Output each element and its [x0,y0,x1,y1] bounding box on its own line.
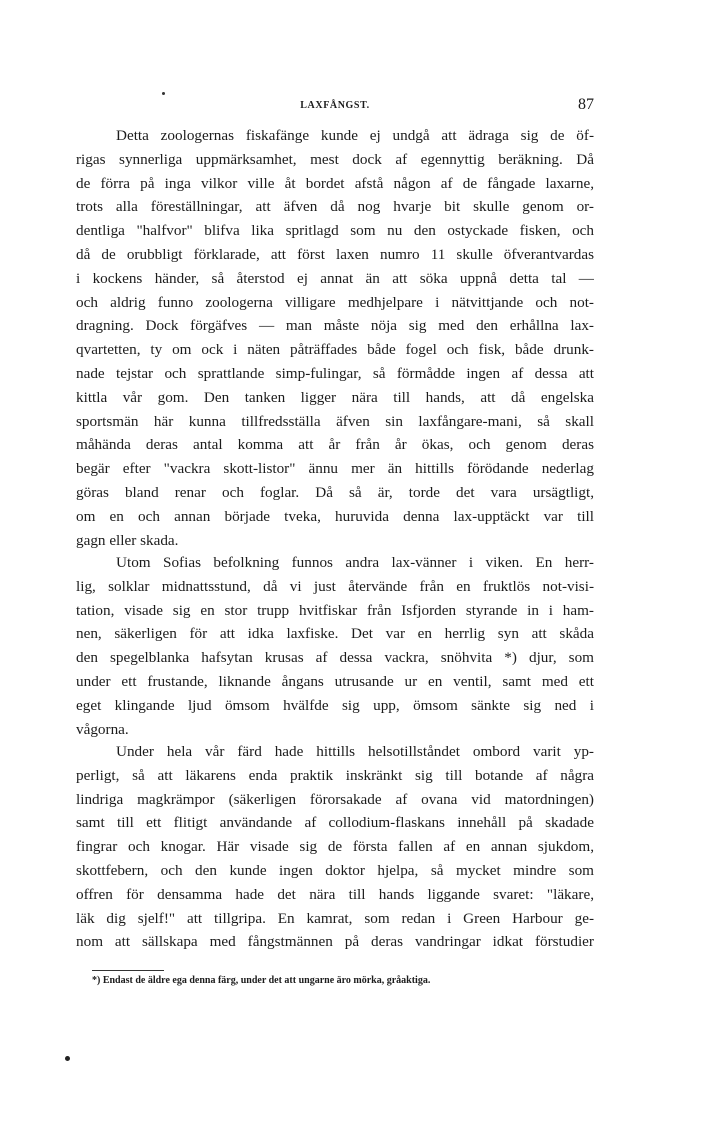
text-line: nade tejstar och sprattlande simp-fulingar, så förmådde ingen af dessa att [76,364,594,382]
page-number: 87 [578,96,594,113]
footnote: *) Endast de äldre ega denna färg, under det att ungarne äro mörka, gråaktiga. [92,975,431,986]
text-line: den spegelblanka hafsytan krusas af dessa vackra, snöhvita *) djur, som [76,649,594,667]
text-line: i kockens händer, så återstod ej annat än att söka uppnå detta tal — [76,269,594,287]
paragraph-2 [76,551,594,741]
text-line: dentliga "halfvor" blifva lika spritlagd som nu den ostyckade fisken, och [76,222,594,240]
paragraph-3 [76,740,594,954]
text-line: samt till ett flitigt användande af collodium-flaskans innehåll på skadade [76,814,594,832]
text-line: nen, säkerligen för att idka laxfiske. Det var en herrlig syn att skåda [76,625,594,643]
text-line: fingrar och knogar. Här visade sig de första fallen af en annan sjukdom, [76,838,594,856]
text-line: rigas synnerliga uppmärksamhet, mest dock af egennyttig beräkning. Då [76,150,594,168]
text-line: göras bland renar och foglar. Då så är, torde det vara ursägtligt, [76,483,594,501]
text-line: Detta zoologernas fiskafänge kunde ej undgå att ädraga sig de öf- [116,127,594,144]
text-line: under ett frustande, liknande ångans utrusande ur en ventil, samt med ett [76,672,594,690]
text-line: lindriga magkrämpor (säkerligen förorsakade af ovana vid matordningen) [76,790,594,808]
text-line: offren för densamma hade det nära till hands liggande svaret: "läkare, [76,885,594,903]
text-line: skottfebern, och den kunde ingen doktor hjelpa, så mycket mindre som [76,861,594,879]
paragraph-1 [76,124,594,552]
text-line: trots alla föreställningar, att äfven då nog hvarje bit skulle genom or- [76,198,594,216]
footnote-rule [92,970,164,971]
text-line: sportsmän här kunna tillfredsställa äfven sin laxfångare-mani, så skall [76,412,594,430]
text-line: Under hela vår färd hade hittills helsotillståndet ombord varit yp- [116,743,594,760]
text-line: vågorna. [76,720,129,738]
text-line: läk dig sjelf!" att tillgripa. En kamrat, som redan i Green Harbour ge- [76,909,594,927]
text-line: begär efter "vackra skott-listor" ännu mer än hittills förödande nederlag [76,460,594,478]
text-line: perligt, så att läkarens enda praktik inskränkt sig till botande af några [76,766,594,784]
text-line: om en och annan började tveka, huruvida denna lax-upptäckt var till [76,507,594,525]
text-line: de förra på inga vilkor ville åt bordet afstå någon af de fångade laxarne, [76,174,594,192]
text-line: tation, visade sig en stor trupp hvitfiskar från Isfjorden styrande in i ham- [76,601,594,619]
page-header [76,96,594,116]
text-line: Utom Sofias befolkning funnos andra lax-vänner i viken. En herr- [116,554,594,571]
text-line: måhända deras antal komma att år från år ökas, och genom deras [76,436,594,454]
text-line: nom att sällskapa med fångstmännen på deras vandringar idkat förstudier [76,933,594,951]
ink-speck [162,92,165,95]
text-line: qvartetten, ty om ock i näten påträffades både fogel och fisk, både drunk- [76,341,594,359]
text-line: och aldrig funno zoologerna villigare medhjelpare i nätvittjande och not- [76,293,594,311]
text-line: dragning. Dock förgäfves — man måste nöja sig med den erhållna lax- [76,317,594,335]
text-line: gagn eller skada. [76,531,179,549]
running-head: LAXFÅNGST. [300,100,370,111]
text-line: lig, solklar midnattsstund, då vi just återvände från en fruktlös not-visi- [76,577,594,595]
ink-speck [65,1056,70,1061]
text-line: då de orubbligt förklarade, att först laxen numro 11 skulle öfverantvardas [76,245,594,263]
text-line: eget klingande ljud ömsom hvälfde sig upp, ömsom sänkte sig ned i [76,696,594,714]
text-line: kittla vår gom. Den tanken ligger nära till hands, att då engelska [76,388,594,406]
